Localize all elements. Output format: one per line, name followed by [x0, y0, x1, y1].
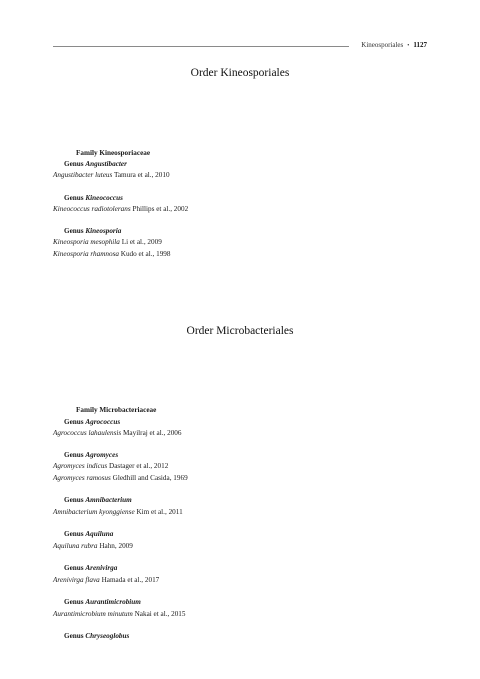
species-name: Aquiluna rubra — [53, 542, 98, 550]
genus-prefix: Genus — [64, 451, 84, 459]
page-number: 1127 — [413, 41, 427, 49]
genus-name: Agromyces — [85, 451, 119, 459]
genus-heading — [64, 530, 113, 538]
genus-heading — [64, 598, 141, 606]
species-name: Agrococcus lahaulensis — [53, 429, 122, 437]
species-name: Arenivirga flava — [53, 576, 100, 584]
species-name: Agromyces indicus — [53, 462, 108, 470]
genus-heading — [64, 451, 118, 459]
species-entry — [53, 474, 188, 482]
genus-heading — [64, 418, 120, 426]
family-heading: Family Microbacteriaceae — [76, 406, 157, 414]
species-authority: Gledhill and Casida, 1969 — [112, 474, 188, 482]
species-name: Agromyces ramosus — [53, 474, 111, 482]
species-entry — [53, 429, 182, 437]
species-name: Kineosporia rhamnosa — [53, 250, 119, 258]
species-authority: Phillips et al., 2002 — [132, 205, 189, 213]
species-authority: Li et al., 2009 — [121, 238, 162, 246]
genus-name: Kineosporia — [85, 227, 122, 235]
species-entry — [53, 508, 183, 516]
order-title: Order Kineosporiales — [190, 67, 290, 79]
genus-heading — [64, 194, 123, 202]
genus-heading — [64, 227, 121, 235]
genus-prefix: Genus — [64, 418, 84, 426]
genus-prefix: Genus — [64, 194, 84, 202]
genus-heading — [64, 160, 127, 168]
genus-prefix: Genus — [64, 598, 84, 606]
species-entry — [53, 250, 170, 258]
header-rule — [53, 46, 349, 47]
species-authority: Kim et al., 2011 — [136, 508, 183, 516]
species-authority: Tamura et al., 2010 — [113, 171, 170, 179]
species-entry — [53, 610, 186, 618]
genus-prefix: Genus — [64, 564, 84, 572]
genus-prefix: Genus — [64, 160, 84, 168]
genus-name: Amnibacterium — [85, 496, 132, 504]
running-title: Kineosporiales — [361, 41, 404, 49]
genus-name: Chryseoglobus — [85, 632, 130, 640]
species-authority: Hahn, 2009 — [99, 542, 133, 550]
genus-heading — [64, 632, 129, 640]
species-authority: Dastager et al., 2012 — [109, 462, 169, 470]
genus-name: Agrococcus — [85, 418, 121, 426]
species-authority: Mayilraj et al., 2006 — [123, 429, 182, 437]
genus-heading — [64, 496, 132, 504]
species-name: Angustibacter luteus — [53, 171, 113, 179]
species-name: Amnibacterium kyonggiense — [53, 508, 135, 516]
genus-name: Angustibacter — [85, 160, 127, 168]
running-head — [361, 41, 427, 49]
species-authority: Hamada et al., 2017 — [101, 576, 160, 584]
species-entry — [53, 238, 162, 246]
genus-prefix: Genus — [64, 530, 84, 538]
species-entry — [53, 462, 168, 470]
species-entry — [53, 576, 159, 584]
species-entry — [53, 542, 133, 550]
genus-prefix: Genus — [64, 496, 84, 504]
header-bullet: • — [407, 43, 410, 49]
genus-prefix: Genus — [64, 632, 84, 640]
species-entry — [53, 205, 188, 213]
genus-prefix: Genus — [64, 227, 84, 235]
species-name: Aurantimicrobium minutum — [53, 610, 133, 618]
genus-heading — [64, 564, 117, 572]
order-title: Order Microbacteriales — [186, 325, 294, 337]
species-entry — [53, 171, 170, 179]
species-name: Kineococcus radiotolerans — [53, 205, 131, 213]
species-name: Kineosporia mesophila — [53, 238, 120, 246]
species-authority: Nakai et al., 2015 — [134, 610, 186, 618]
genus-name: Aurantimicrobium — [85, 598, 141, 606]
family-heading: Family Kineosporiaceae — [76, 149, 151, 157]
species-authority: Kudo et al., 1998 — [120, 250, 171, 258]
genus-name: Kineococcus — [85, 194, 123, 202]
genus-name: Aquiluna — [85, 530, 114, 538]
genus-name: Arenivirga — [85, 564, 118, 572]
